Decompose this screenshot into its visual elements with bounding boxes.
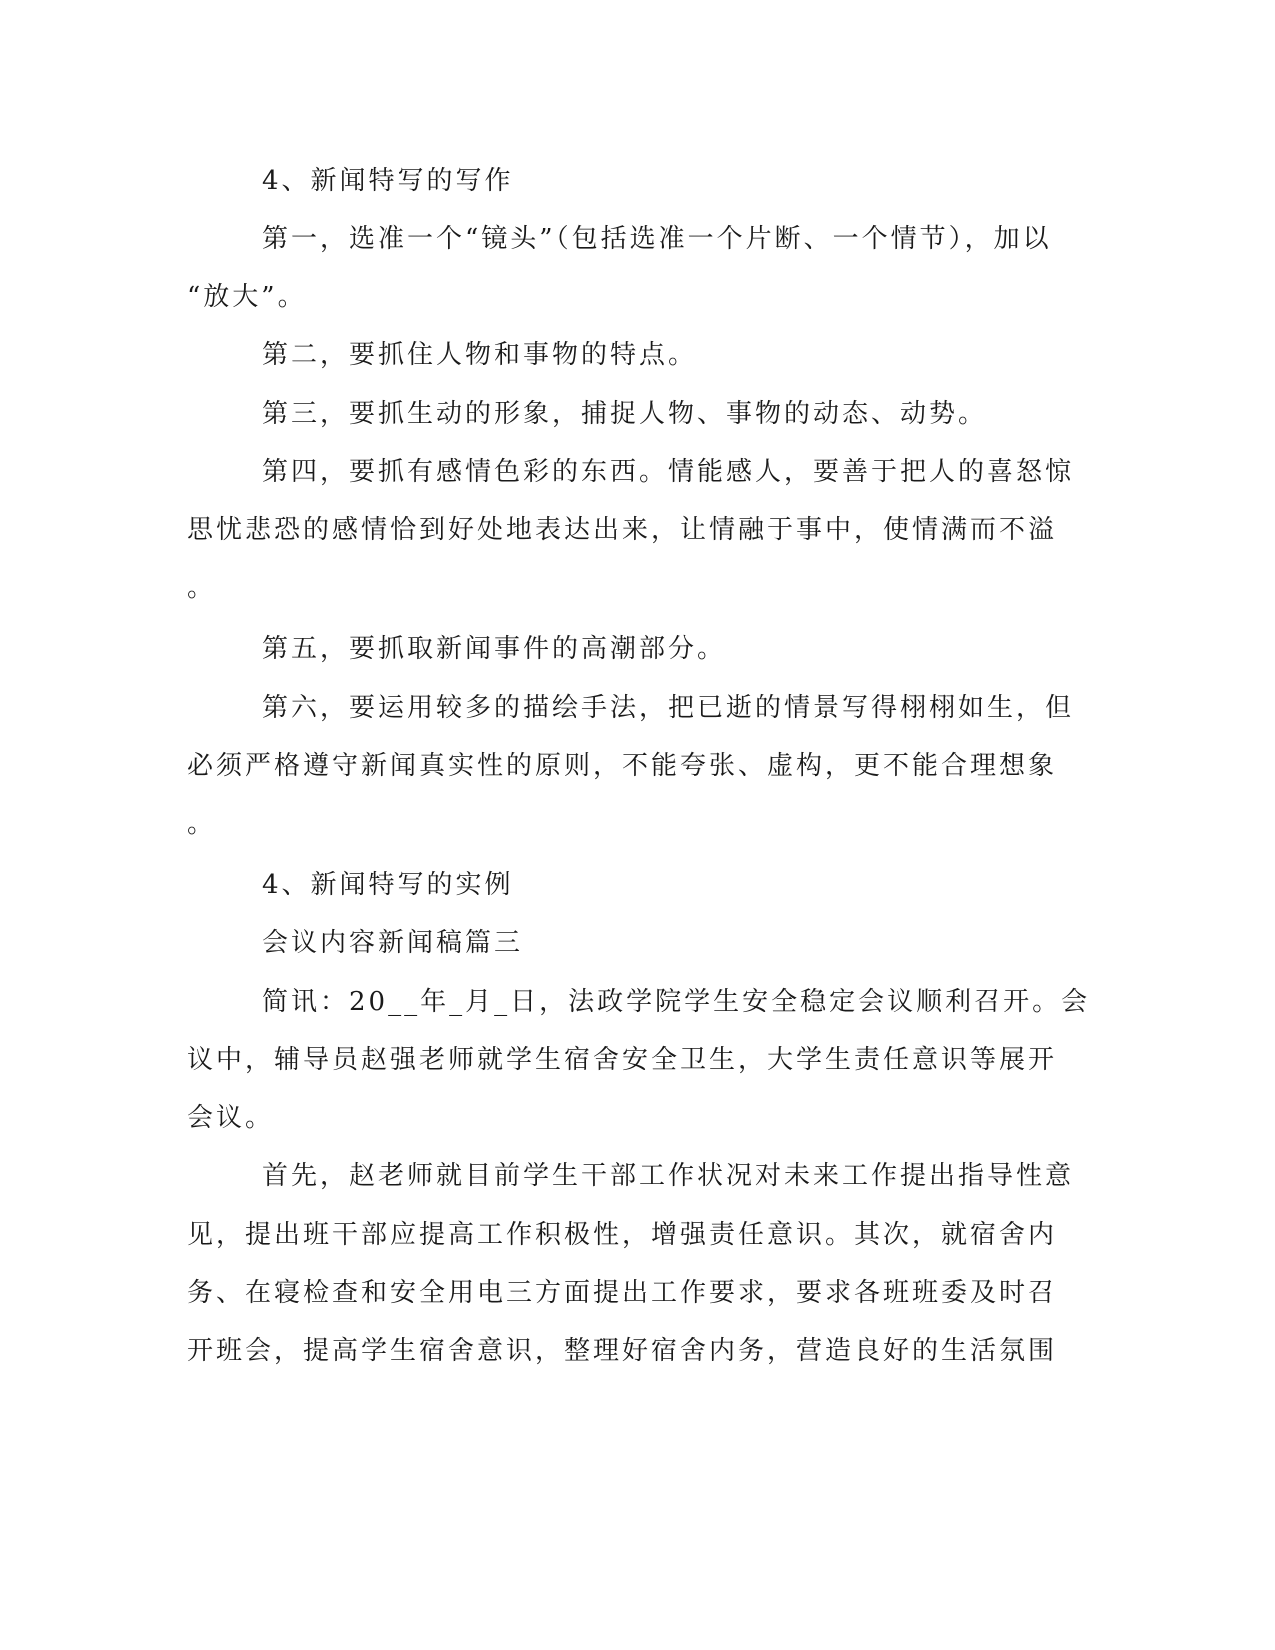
paragraph-line: “放大”。	[187, 282, 307, 312]
paragraph-line: 第五，要抓取新闻事件的高潮部分。	[262, 634, 727, 664]
paragraph-line: 议中，辅导员赵强老师就学生宿舍安全卫生，大学生责任意识等展开	[187, 1045, 1058, 1075]
paragraph-line: 第四，要抓有感情色彩的东西。情能感人，要善于把人的喜怒惊	[262, 457, 1075, 487]
paragraph-line: 。	[187, 809, 217, 839]
paragraph-line: 第六，要运用较多的描绘手法，把已逝的情景写得栩栩如生，但	[262, 693, 1075, 723]
section-heading: 4、新闻特写的写作	[262, 166, 514, 196]
paragraph-line: 首先，赵老师就目前学生干部工作状况对未来工作提出指导性意	[262, 1161, 1075, 1191]
paragraph-line: 务、在寝检查和安全用电三方面提出工作要求，要求各班班委及时召	[187, 1278, 1058, 1308]
paragraph-line: 简讯：20__年_月_日，法政学院学生安全稳定会议顺利召开。会	[262, 987, 1091, 1017]
article-title: 会议内容新闻稿篇三	[262, 928, 524, 958]
paragraph-line: 会议。	[187, 1103, 275, 1133]
paragraph-line: 第三，要抓生动的形象，捕捉人物、事物的动态、动势。	[262, 399, 988, 429]
section-heading: 4、新闻特写的实例	[262, 870, 514, 900]
paragraph-line: 见，提出班干部应提高工作积极性，增强责任意识。其次，就宿舍内	[187, 1220, 1058, 1250]
paragraph-line: 必须严格遵守新闻真实性的原则，不能夸张、虚构，更不能合理想象	[187, 751, 1058, 781]
paragraph-line: 开班会，提高学生宿舍意识，整理好宿舍内务，营造良好的生活氛围	[187, 1336, 1058, 1366]
paragraph-line: 第二，要抓住人物和事物的特点。	[262, 340, 698, 370]
paragraph-line: 第一，选准一个“镜头”（包括选准一个片断、一个情节），加以	[262, 224, 1052, 254]
paragraph-line: 思忧悲恐的感情恰到好处地表达出来，让情融于事中，使情满而不溢	[187, 515, 1058, 545]
paragraph-line: 。	[187, 573, 217, 603]
